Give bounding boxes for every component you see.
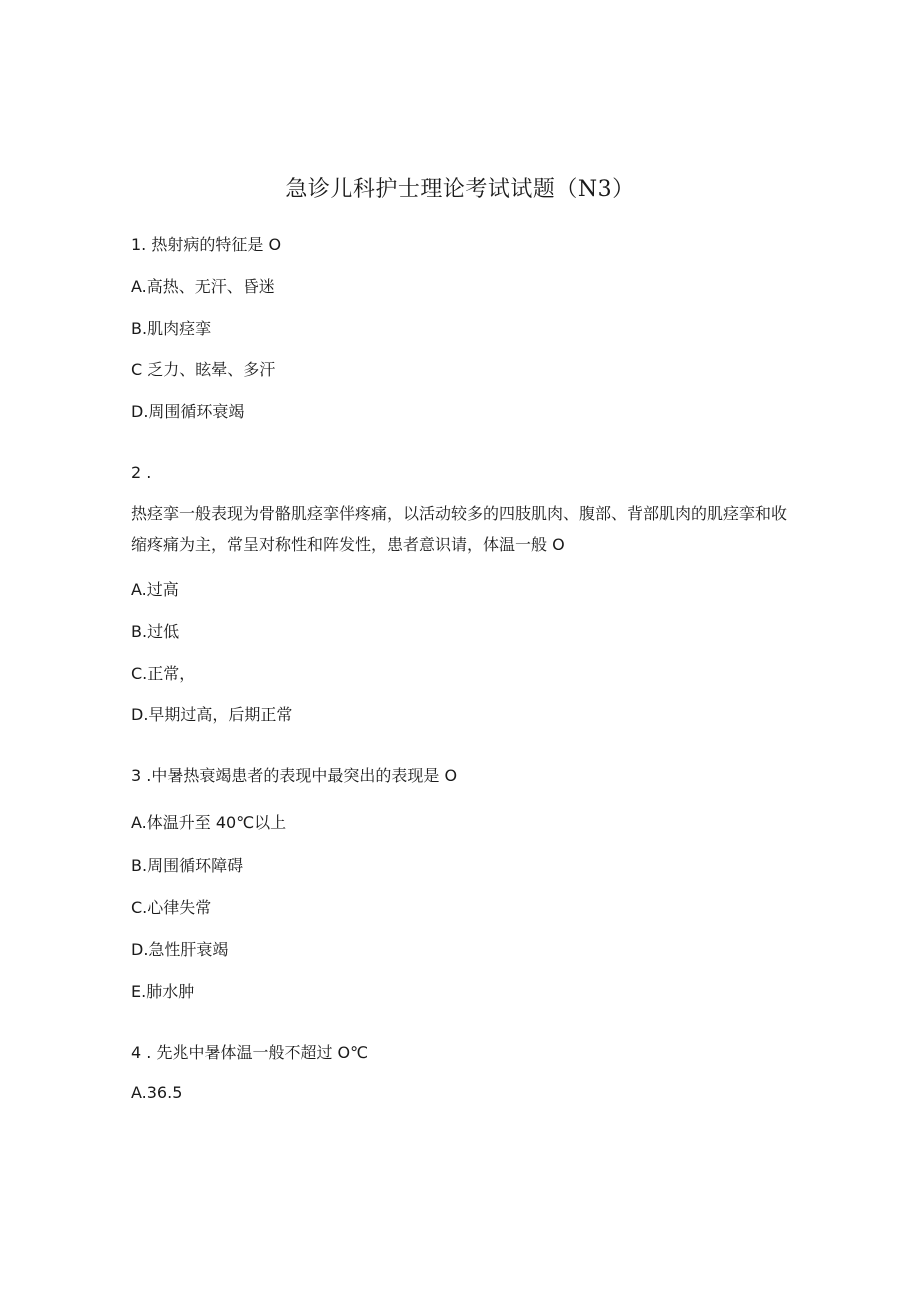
question-2-option-a: A.过高 bbox=[131, 580, 179, 599]
question-2-option-c: C.正常， bbox=[131, 664, 196, 683]
question-3-option-e: E.肺水肿 bbox=[131, 982, 195, 1001]
question-3-option-d: D.急性肝衰竭 bbox=[131, 940, 229, 959]
question-1-option-b: B.肌肉痉挛 bbox=[131, 319, 212, 338]
question-3-option-b: B.周围循环障碍 bbox=[131, 856, 244, 875]
page-title: 急诊儿科护士理论考试试题（N3） bbox=[285, 177, 635, 202]
question-2-option-b: B.过低 bbox=[131, 622, 180, 641]
question-3-option-c: C.心律失常 bbox=[131, 898, 212, 917]
question-1-option-c: C 乏力、眩晕、多汗 bbox=[131, 360, 276, 379]
question-2-option-d: D.早期过高，后期正常 bbox=[131, 705, 293, 724]
question-3-stem: 3 .中暑热衰竭患者的表现中最突出的表现是 O bbox=[131, 766, 458, 785]
question-2-number: 2 . bbox=[131, 463, 152, 482]
question-1-option-d: D.周围循环衰竭 bbox=[131, 402, 245, 421]
question-4-stem: 4 . 先兆中暑体温一般不超过 O℃ bbox=[131, 1043, 369, 1062]
question-4-option-a: A.36.5 bbox=[131, 1083, 183, 1102]
question-1-option-a: A.高热、无汗、昏迷 bbox=[131, 277, 275, 296]
question-3-option-a: A.体温升至 40℃以上 bbox=[131, 813, 287, 832]
question-1-stem: 1. 热射病的特征是 O bbox=[131, 235, 282, 254]
question-2-stem: 热痉挛一般表现为骨骼肌痉挛伴疼痛，以活动较多的四肢肌肉、腹部、背部肌肉的肌痉挛和收缩疼痛为主，常呈对称性和阵发性，患者意识请，体温一般 O bbox=[131, 504, 788, 554]
